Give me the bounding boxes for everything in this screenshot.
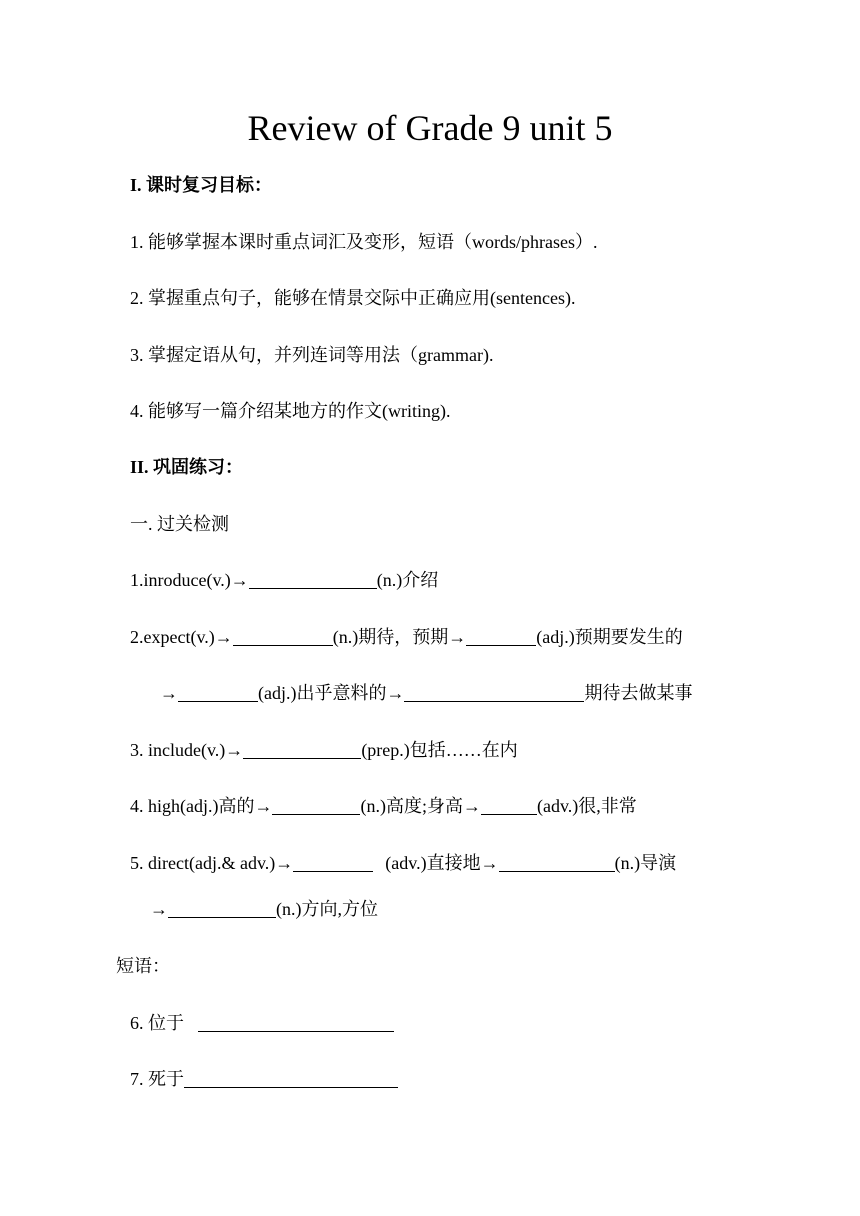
phrase-6	[130, 1010, 394, 1036]
answer-blank[interactable]	[198, 1013, 394, 1032]
arrow-text: →	[150, 899, 168, 919]
answer-blank[interactable]	[466, 627, 536, 646]
exercise-5-end: (n.)方向,方位	[276, 899, 378, 919]
exercise-4	[130, 793, 637, 819]
exercise-1-prompt: 1.inroduce(v.)→	[130, 570, 249, 590]
section2-heading: II. 巩固练习：	[130, 457, 244, 477]
exercise-2-end: 期待去做某事	[584, 683, 693, 703]
exercise-2-suffix: (adj.)预期要发生的	[536, 627, 683, 647]
exercise-4-prompt: 4. high(adj.)高的→	[130, 796, 273, 816]
objective-1: 1. 能够掌握本课时重点词汇及变形，短语（words/phrases）.	[130, 232, 598, 252]
phrase-7-prompt: 7. 死于	[130, 1069, 184, 1089]
objective-3: 3. 掌握定语从句，并列连词等用法（grammar).	[130, 345, 494, 365]
exercise-1-suffix: (n.)介绍	[376, 570, 439, 590]
answer-blank[interactable]	[243, 740, 361, 759]
answer-blank[interactable]	[481, 796, 537, 815]
exercise-4-suffix: (adv.)很,非常	[536, 796, 637, 816]
phrase-7	[130, 1066, 398, 1092]
answer-blank[interactable]	[184, 1069, 398, 1088]
answer-blank[interactable]	[272, 796, 360, 815]
exercise-1	[130, 567, 438, 593]
exercise-3-suffix: (prep.)包括……在内	[361, 740, 518, 760]
exercise-5-continued	[150, 896, 378, 922]
phrase-6-prompt: 6. 位于	[130, 1013, 184, 1033]
answer-blank[interactable]	[168, 899, 276, 918]
subsection-heading: 一. 过关检测	[130, 514, 229, 534]
page-title: Review of Grade 9 unit 5	[247, 108, 613, 148]
exercise-4-mid: (n.)高度;身高→	[360, 796, 481, 816]
exercise-3	[130, 737, 518, 763]
arrow-text: →	[160, 683, 178, 703]
exercise-3-prompt: 3. include(v.)→	[130, 740, 244, 760]
exercise-5-mid: (adv.)直接地→	[385, 853, 499, 873]
answer-blank[interactable]	[249, 570, 377, 589]
exercise-5-prompt: 5. direct(adj.& adv.)→	[130, 853, 294, 873]
exercise-2-mid2: (adj.)出乎意料的→	[258, 683, 405, 703]
exercise-2-mid: (n.)期待，预期→	[332, 627, 467, 647]
answer-blank[interactable]	[293, 853, 373, 872]
answer-blank[interactable]	[178, 683, 258, 702]
answer-blank[interactable]	[404, 683, 584, 702]
exercise-5-suffix: (n.)导演	[614, 853, 677, 873]
answer-blank[interactable]	[499, 853, 615, 872]
answer-blank[interactable]	[233, 627, 333, 646]
objective-2: 2. 掌握重点句子，能够在情景交际中正确应用(sentences).	[130, 288, 576, 308]
exercise-5	[130, 850, 676, 876]
exercise-2-prompt: 2.expect(v.)→	[130, 627, 233, 647]
exercise-2-continued	[160, 680, 692, 706]
objective-4: 4. 能够写一篇介绍某地方的作文(writing).	[130, 401, 451, 421]
section1-heading: I. 课时复习目标：	[130, 175, 273, 195]
exercise-2	[130, 624, 683, 650]
phrases-heading: 短语：	[116, 956, 170, 976]
